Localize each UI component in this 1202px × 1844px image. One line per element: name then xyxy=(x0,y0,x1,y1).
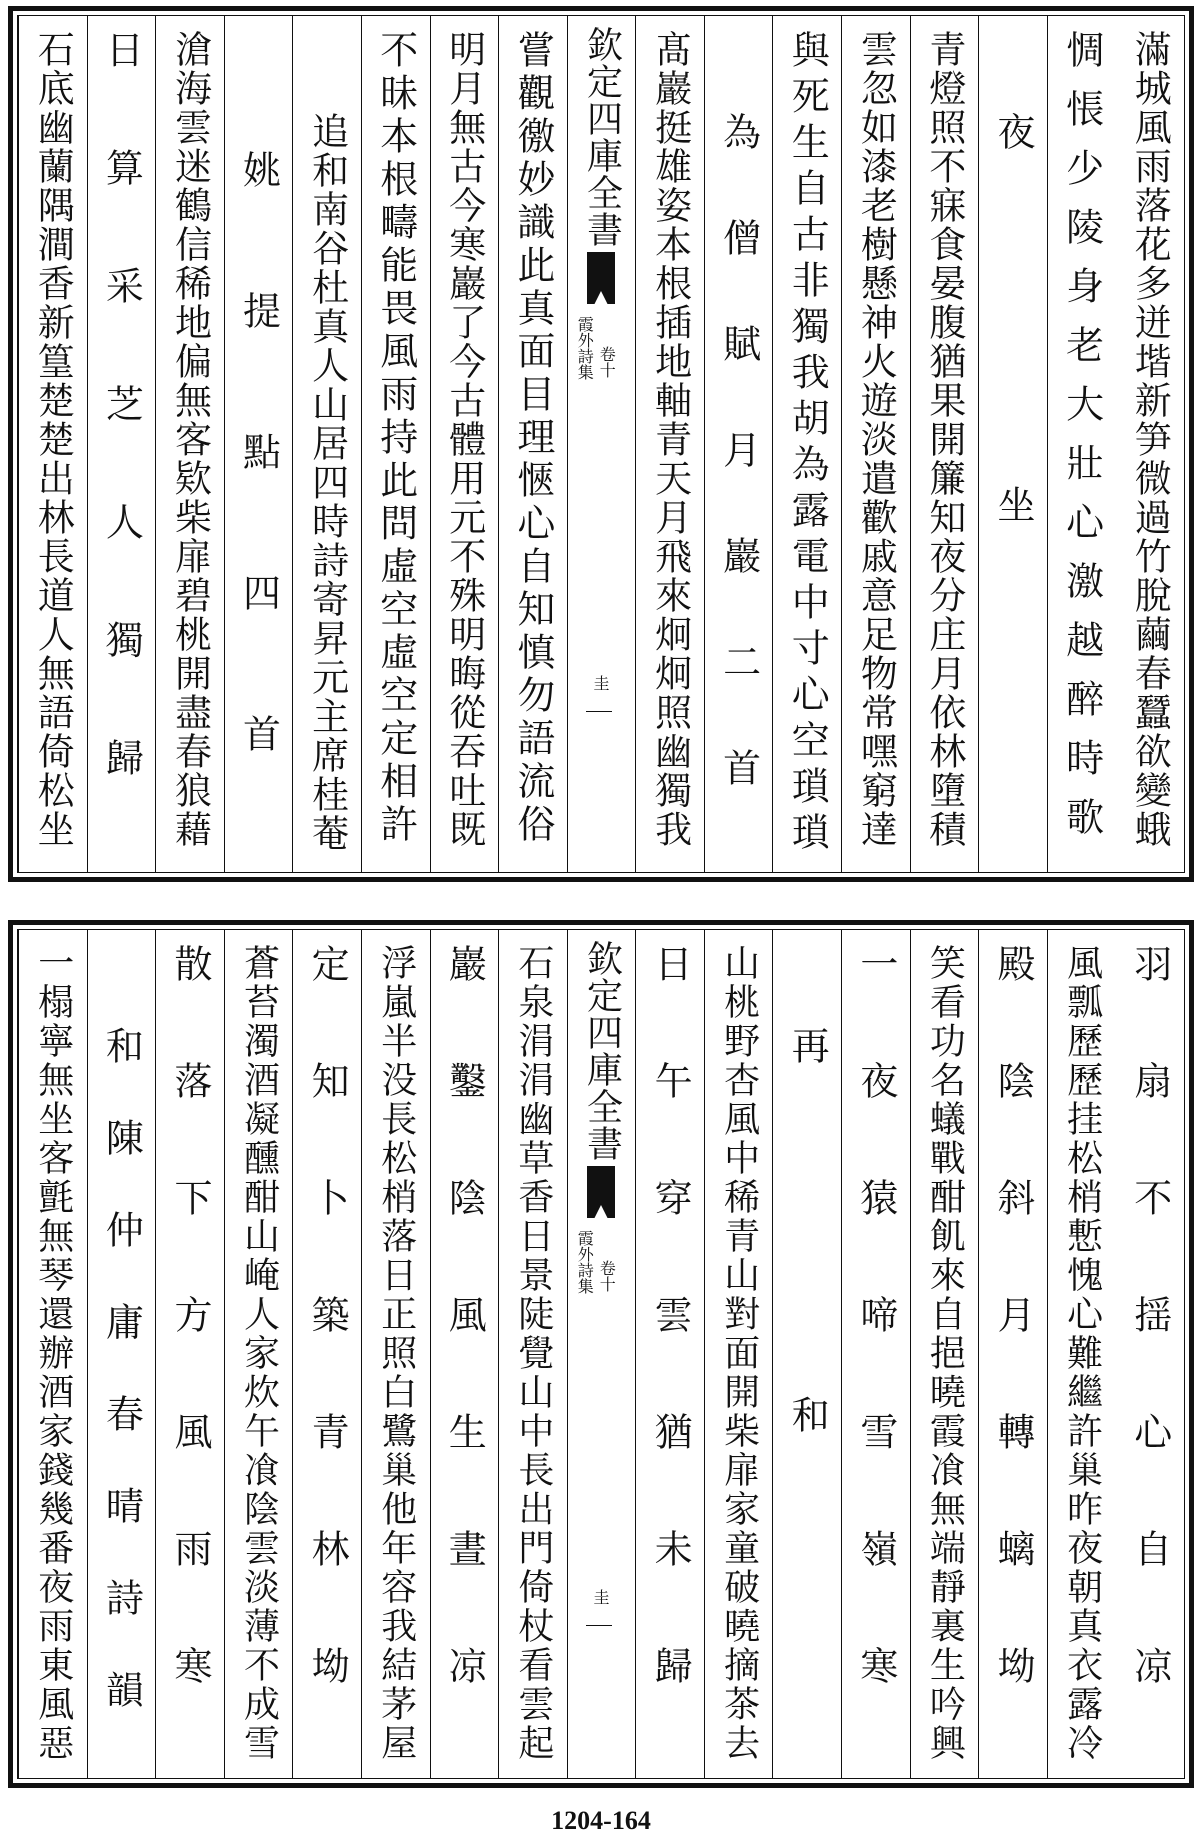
column-text: 夜坐 xyxy=(991,112,1036,858)
text-column xyxy=(978,16,1047,872)
column-text: 石底幽蘭隅澗香新篁楚楚出林長道人無語倚松坐 xyxy=(31,30,75,849)
column-text: 再和 xyxy=(785,1026,830,1764)
column-text: 蒼苔濁酒凝醺酣山崦人家炊午飡陰雲淡薄不成雪 xyxy=(238,944,280,1763)
leaf-number-rule xyxy=(586,1625,612,1626)
text-column xyxy=(910,930,979,1778)
column-text: 殿陰斜月轉螭坳 xyxy=(991,944,1036,1763)
text-column xyxy=(430,930,499,1778)
top-page xyxy=(8,6,1194,882)
column-text: 與死生自古非獨我胡為露電中寸心空瑣瑣 xyxy=(785,30,830,858)
book-title: 欽定四庫全書 xyxy=(581,26,623,248)
column-text: 不昧本根疇能畏風雨持此問虛空虛空定相許 xyxy=(373,30,418,847)
page-number: 1204-164 xyxy=(551,1806,651,1835)
column-text: 笑看功名蟻戰酣飢來自挹曉霞飡無端靜裏生吟興 xyxy=(924,944,966,1763)
column-text: 巖鑿陰風生晝凉 xyxy=(442,944,487,1763)
text-column xyxy=(1047,930,1116,1778)
text-column xyxy=(430,16,499,872)
volume-number: 卷十 xyxy=(597,1260,617,1292)
text-column xyxy=(292,930,361,1778)
center-fold xyxy=(567,16,636,872)
text-column xyxy=(841,930,910,1778)
column-text: 滿城風雨落花多迸堦新笋微過竹脫繭春蠶欲變蛾 xyxy=(1128,30,1172,849)
text-column xyxy=(498,16,567,872)
column-text: 羽扇不揺心自凉 xyxy=(1127,944,1172,1763)
text-column xyxy=(704,930,773,1778)
column-text: 髙巖挺雄姿本根插地軸青天月飛來炯炯照幽獨我 xyxy=(648,30,692,849)
column-text: 浮嵐半没長松梢落日正照白鷺巢他年容我結茅屋 xyxy=(375,944,417,1763)
text-column xyxy=(635,930,704,1778)
text-column xyxy=(1047,16,1116,872)
column-text: 山桃野杏風中稀青山對面開柴扉家童破曉摘茶去 xyxy=(718,944,760,1763)
column-text: 一夜猿啼雪嶺寒 xyxy=(853,944,898,1763)
text-column xyxy=(841,16,910,872)
text-column xyxy=(772,930,841,1778)
center-fold xyxy=(567,930,636,1778)
column-text: 惆悵少陵身老大壯心激越醉時歌 xyxy=(1059,30,1104,856)
text-column xyxy=(155,930,224,1778)
column-text: 石泉涓涓幽草香日景陡覺山中長出門倚杖看雲起 xyxy=(512,944,554,1763)
fish-tail-mark xyxy=(587,1166,615,1218)
text-column xyxy=(772,16,841,872)
column-text: 雲忽如漆老樹懸神火遊淡遣歡戚意足物常嘿窮達 xyxy=(854,30,898,849)
text-column xyxy=(155,16,224,872)
text-column xyxy=(361,16,430,872)
text-column xyxy=(498,930,567,1778)
text-column xyxy=(635,16,704,872)
leaf-number-rule xyxy=(586,711,612,712)
top-page-text-area xyxy=(17,15,1185,873)
column-text: 為僧賦月巖二首 xyxy=(716,112,761,854)
column-text: 日算采芝人獨歸 xyxy=(99,30,144,856)
column-text: 定知卜築青林坳 xyxy=(305,944,350,1763)
leaf-number: 圭 xyxy=(593,674,610,693)
text-column xyxy=(18,930,87,1778)
text-column xyxy=(224,16,293,872)
book-title: 欽定四庫全書 xyxy=(581,940,623,1162)
text-column xyxy=(292,16,361,872)
bottom-page xyxy=(8,920,1194,1788)
collection-title: 霞外詩集 xyxy=(575,316,595,380)
column-text: 姚提點四首 xyxy=(236,150,281,855)
column-text: 和陳仲庸春晴詩韻 xyxy=(99,1026,144,1762)
column-text: 滄海雲迷鶴信稀地偏無客欵柴扉碧桃開盡春狼藉 xyxy=(168,30,212,849)
text-column xyxy=(87,16,156,872)
text-column xyxy=(224,930,293,1778)
column-text: 一榻寧無坐客氈無琴還辦酒家錢幾番夜雨東風惡 xyxy=(32,944,74,1763)
fish-tail-mark xyxy=(587,252,615,304)
text-column xyxy=(978,930,1047,1778)
column-text: 追和南谷杜真人山居四時詩寄昇元主席桂菴 xyxy=(305,112,349,853)
column-text: 散落下方風雨寒 xyxy=(167,944,212,1763)
text-column xyxy=(87,930,156,1778)
leaf-number: 圭 xyxy=(593,1588,610,1607)
column-text: 風瓢歷歷挂松梢慙愧心難繼許巢昨夜朝真衣露冷 xyxy=(1061,944,1103,1763)
text-column xyxy=(1115,16,1184,872)
text-column xyxy=(361,930,430,1778)
column-text: 嘗觀徼妙識此真面目理愜心自知慎勿語流俗 xyxy=(510,30,555,847)
volume-number: 卷十 xyxy=(597,346,617,378)
text-column xyxy=(1115,930,1184,1778)
collection-title: 霞外詩集 xyxy=(575,1230,595,1294)
column-text: 日午穿雲猶未歸 xyxy=(648,944,693,1763)
column-text: 青燈照不寐食晏腹猶果開簾知夜分庄月依林墮積 xyxy=(922,30,966,849)
text-column xyxy=(910,16,979,872)
column-text: 明月無古今寒巖了今古體用元不殊明晦從吞吐既 xyxy=(442,30,486,849)
text-column xyxy=(704,16,773,872)
text-column xyxy=(18,16,87,872)
bottom-page-text-area xyxy=(17,929,1185,1779)
